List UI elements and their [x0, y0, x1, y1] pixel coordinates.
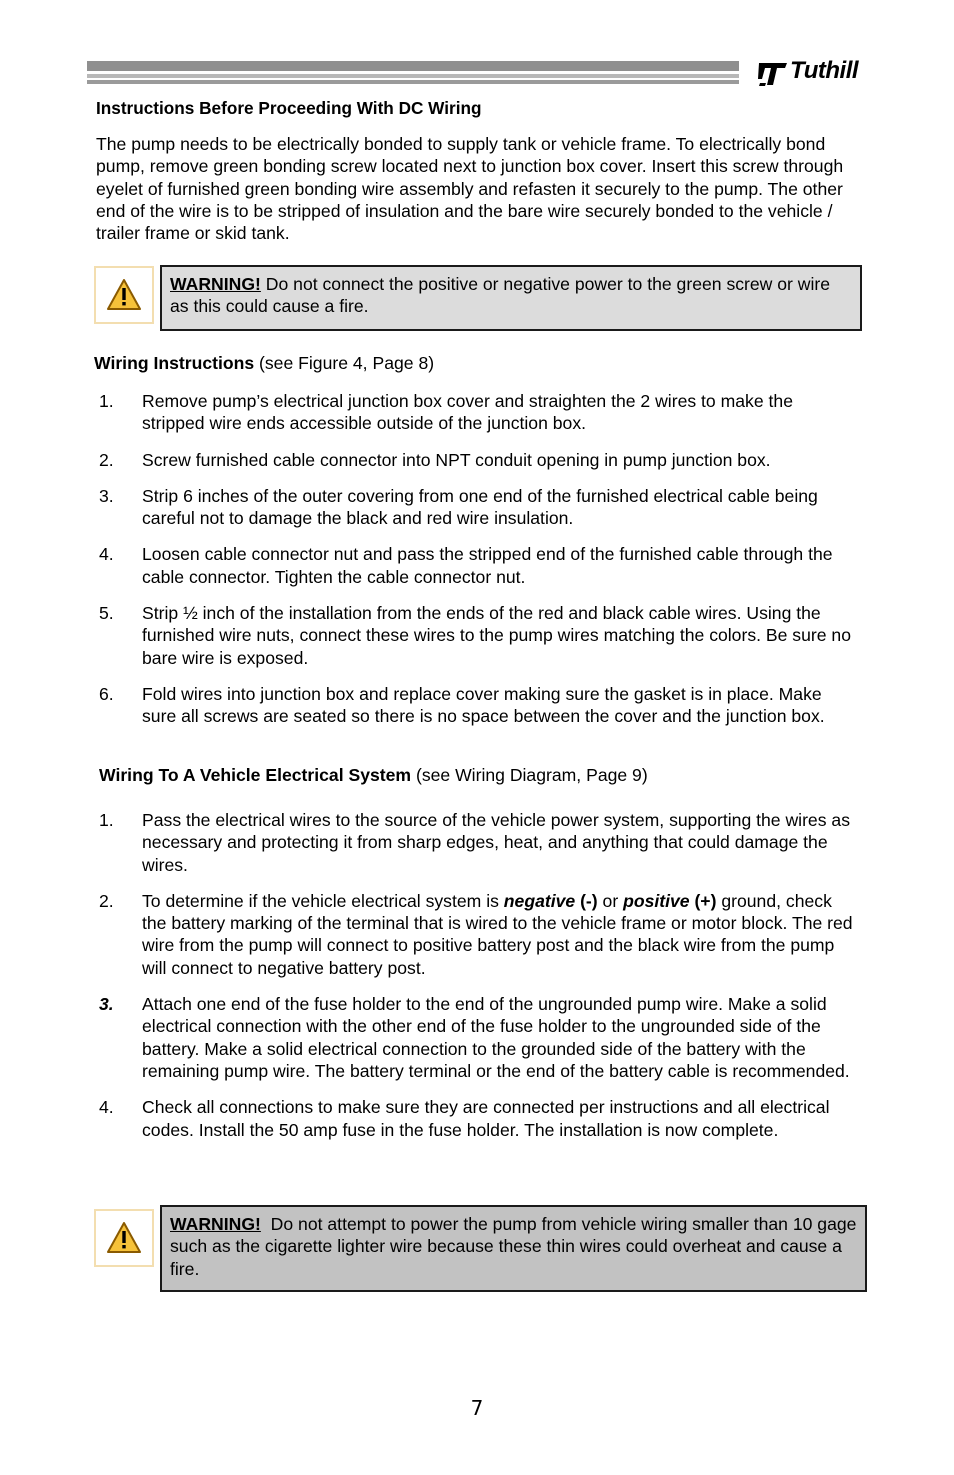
list-item: [96, 993, 856, 1082]
list-number: 6.: [99, 683, 114, 704]
list-number: 1.: [99, 810, 114, 830]
section-reference: (see Wiring Diagram, Page 9): [411, 765, 648, 785]
section-heading-vehicle: Wiring To A Vehicle Electrical System: [99, 765, 412, 785]
list-item: [96, 890, 856, 979]
text-run: ground, check the battery marking of the terminal that is wired to the vehicle frame or motor block. The red wire from the pump will connect to positive battery post and the black wire from the pump will connect to negative battery post.: [142, 890, 853, 978]
intro-paragraph: The pump needs to be electrically bonded to supply tank or vehicle frame. To electrically bond pump, remove green bonding screw located next to junction box cover. Insert this screw through eyelet of furnished green bonding wire assembly and refasten it securely to the pump. The other end of the wire is to be stripped of insulation and the bare wire securely bonded to the vehicle / trailer frame or skid tank.: [96, 134, 844, 244]
wiring-steps-list: [96, 390, 856, 742]
symbol-negative: (-): [575, 890, 598, 911]
list-number: 4.: [99, 544, 114, 565]
list-item: [96, 683, 856, 728]
list-item: [96, 1096, 856, 1141]
list-text: Strip ½ inch of the installation from the ends of the red and black cable wires. Using the furnished wire nuts, connect these wires to the pump wires matching the colors. Be sure no bare wire is exposed.: [142, 603, 851, 668]
warning-triangle-icon: [96, 268, 152, 322]
warning-box-1: [160, 265, 862, 331]
list-number: 3.: [99, 485, 114, 506]
warning-icon-frame: [94, 1209, 154, 1267]
vehicle-steps-list: [96, 809, 856, 1155]
list-text: Loosen cable connector nut and pass the stripped end of the furnished cable through the cable connector. Tighten the cable connector nut.: [142, 544, 833, 587]
warning-label: WARNING!: [170, 1214, 261, 1234]
text-run: or: [597, 890, 624, 911]
list-text: Attach one end of the fuse holder to the end of the ungrounded pump wire. Make a solid electrical connection with the other end of the fuse holder to the ungrounded side of the battery. Make a solid electrical connection to the grounded side of the battery with the remaining pump wire. The battery terminal or the end of the battery cable is recommended.: [142, 994, 850, 1081]
header-rule: [87, 61, 739, 85]
list-item: [96, 809, 856, 876]
list-item: [96, 449, 856, 471]
tuthill-logo-mark-icon: [756, 57, 790, 89]
list-text: Pass the electrical wires to the source of the vehicle power system, supporting the wires as necessary and protecting it from sharp edges, heat, and anything that could damage the wires.: [142, 810, 850, 875]
list-item: [96, 485, 856, 530]
list-text: Check all connections to make sure they are connected per instructions and all electrical codes. Install the 50 amp fuse in the fuse holder. The installation is now complete.: [142, 1097, 830, 1140]
warning-text: Do not attempt to power the pump from vehicle wiring smaller than 10 gage such as the cigarette lighter wire because these thin wires could overheat and cause a fire.: [170, 1214, 862, 1279]
list-text: Screw furnished cable connector into NPT conduit opening in pump junction box.: [142, 449, 771, 470]
section-reference: (see Figure 4, Page 8): [254, 353, 435, 373]
emphasis-negative: negative: [503, 890, 576, 911]
emphasis-positive: positive: [623, 890, 690, 911]
wiring-instructions-heading-line: [94, 352, 434, 374]
vehicle-heading-line: [99, 764, 648, 786]
list-text: [142, 891, 853, 978]
symbol-positive: (+): [689, 890, 717, 911]
warning-triangle-icon: [96, 1211, 152, 1265]
logo-wordmark: Tuthill: [790, 57, 859, 84]
list-number: 3.: [99, 994, 114, 1015]
warning-label: WARNING!: [170, 274, 261, 294]
list-item: [96, 390, 856, 435]
list-number: 1.: [99, 391, 114, 411]
text-run: To determine if the vehicle electrical system is: [142, 890, 504, 911]
section-heading-wiring: Wiring Instructions: [94, 353, 255, 373]
warning-icon-frame: [94, 266, 154, 324]
list-number: 5.: [99, 603, 114, 624]
header-bar: [87, 61, 739, 71]
list-text: Strip 6 inches of the outer covering from one end of the furnished electrical cable being careful not to damage the black and red wire insulation.: [142, 485, 818, 529]
list-item: [96, 602, 856, 669]
list-item: [96, 543, 856, 588]
page-number: 7: [470, 1396, 484, 1420]
list-number: 2.: [99, 890, 114, 911]
list-text: Remove pump’s electrical junction box cover and straighten the 2 wires to make the stripped wire ends accessible outside of the junction box.: [142, 391, 793, 434]
header-bar: [87, 80, 739, 84]
section-heading-dc-wiring: Instructions Before Proceeding With DC Wiring: [96, 98, 482, 118]
list-number: 4.: [99, 1097, 114, 1118]
header-bar: [87, 74, 739, 78]
tuthill-logo: [756, 57, 871, 89]
list-text: Fold wires into junction box and replace cover making sure the gasket is in place. Make sure all screws are seated so there is no space between the cover and the junction box.: [142, 683, 825, 727]
list-number: 2.: [99, 449, 114, 470]
warning-box-2: [160, 1205, 867, 1292]
warning-text: Do not connect the positive or negative power to the green screw or wire as this could cause a fire.: [170, 274, 831, 317]
